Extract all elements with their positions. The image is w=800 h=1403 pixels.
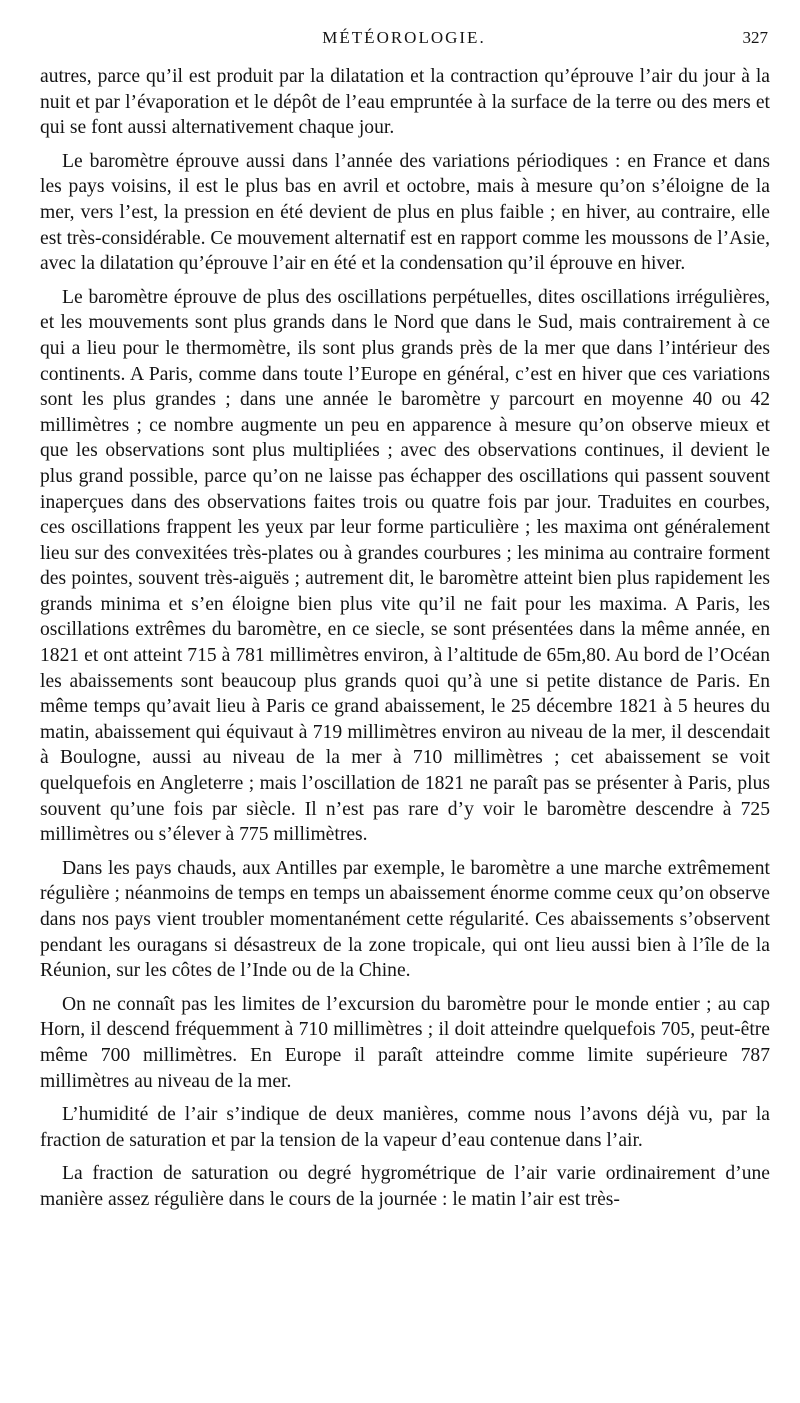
paragraph-air-humidity: L’humidité de l’air s’indique de deux manières, comme nous l’avons déjà vu, par la fraction de saturation et par la tension de la vapeur d’eau contenue dans l’air.	[40, 1104, 770, 1151]
paragraph-annual-variations: Le baromètre éprouve aussi dans l’année des variations périodiques : en France et dans les pays voisins, il est le plus bas en avril et octobre, mais à mesure qu’on s’éloigne de la mer, vers l’est, la pression en été devient de plus en plus faible ; en hiver, au contraire, elle est très-considérable. Ce mouvement alternatif est en rapport comme les moussons de l’Asie, avec la dilatation qu’éprouve l’air en été et la condensation qu’il éprouve en hiver.	[40, 150, 770, 275]
paragraph-saturation-fraction: La fraction de saturation ou degré hygrométrique de l’air varie ordinairement d’une manière assez régulière dans le cours de la journée : le matin l’air est très-	[40, 1163, 770, 1210]
body-text	[40, 64, 770, 1221]
paragraph-continued: autres, parce qu’il est produit par la dilatation et la contraction qu’éprouve l’air du jour à la nuit et par l’évaporation et le dépôt de l’eau empruntée à la surface de la terre ou des mers et qui se font aussi alternativement chaque jour.	[40, 66, 770, 139]
paragraph-tropical-countries: Dans les pays chauds, aux Antilles par exemple, le baromètre a une marche extrêmement régulière ; néanmoins de temps en temps un abaissement énorme comme ceux qu’on observe dans nos pays vient troubler momentanément cette régularité. Ces abaissements s’observent pendant les ouragans si désastreux de la zone tropicale, qui ont lieu aussi bien à l’île de la Réunion, sur les côtes de l’Inde ou de la Chine.	[40, 857, 770, 982]
running-title: MÉTÉOROLOGIE.	[322, 28, 486, 47]
paragraph-barometer-limits: On ne connaît pas les limites de l’excursion du baromètre pour le monde entier ; au cap Horn, il descend fréquemment à 710 millimètres ; il doit atteindre quelquefois 705, peut-être même 700 millimètres. En Europe il paraît atteindre comme limite supérieure 787 millimètres au niveau de la mer.	[40, 993, 770, 1092]
paragraph-irregular-oscillations: Le baromètre éprouve de plus des oscillations perpétuelles, dites oscillations irrégulières, et les mouvements sont plus grands dans le Nord que dans le Sud, mais contrairement à ce qui a lieu pour le thermomètre, ils sont plus grands près de la mer que dans l’intérieur des continents. A Paris, comme dans toute l’Europe en général, c’est en hiver que ces variations sont les plus grandes ; dans une année le baromètre y parcourt en moyenne 40 ou 42 millimètres ; ce nombre augmente un peu en apparence à mesure qu’on observe mieux et que les observations sont plus multipliées ; avec des observations continues, il devient le plus grand possible, parce qu’on ne laisse pas échapper des oscillations qui passent souvent inaperçues dans des observations faites trois ou quatre fois par jour. Traduites en courbes, ces oscillations frappent les yeux par leur forme particulière ; les maxima ont généralement lieu sur des convexitées très-plates ou à grandes courbures ; les minima au contraire forment des pointes, souvent très-aiguës ; autrement dit, le baromètre atteint bien plus rapidement les grands minima et s’en éloigne bien plus vite qu’il ne fait pour les maxima. A Paris, les oscillations extrêmes du baromètre, en ce siecle, se sont présentées dans la même année, en 1821 et ont atteint 715 à 781 millimètres environ, à l’altitude de 65m,80. Au bord de l’Océan les abaissements sont beaucoup plus grands quoi qu’à une si petite distance de Paris. En même temps qu’avait lieu à Paris ce grand abaissement, le 25 décembre 1821 à 5 heures du matin, abaissement qui équivaut à 719 millimètres environ au niveau de la mer, il descendait à Boulogne, aussi au niveau de la mer à 710 millimètres ; cet abaissement se voit quelquefois en Angleterre ; mais l’oscillation de 1821 ne paraît pas se présenter à Paris, plus souvent qu’une fois par siècle. Il n’est pas rare d’y voir le baromètre descendre à 725 millimètres ou s’élever à 775 millimètres.	[40, 286, 770, 846]
page-number: 327	[742, 28, 768, 47]
running-head	[40, 28, 768, 54]
